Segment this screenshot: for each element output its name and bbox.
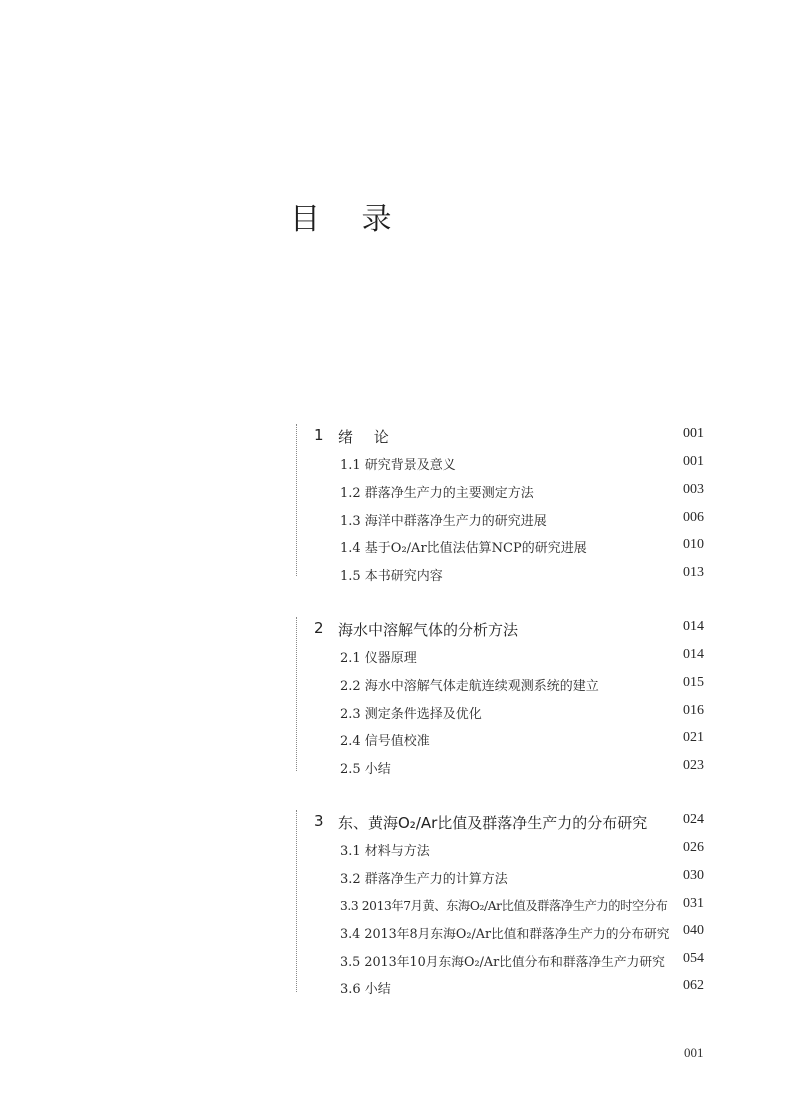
chapter-page-number: 024 xyxy=(683,812,704,827)
chapter-heading[interactable] xyxy=(314,426,704,448)
toc-entry-page: 040 xyxy=(683,923,704,938)
toc-entry-page: 015 xyxy=(683,675,704,690)
toc-entry-title: 1.1 研究背景及意义 xyxy=(340,458,456,473)
page-title: 目 录 xyxy=(290,202,408,237)
chapter-page-number: 014 xyxy=(683,619,704,634)
toc-entry[interactable] xyxy=(340,565,704,585)
toc-entry-title: 3.2 群落净生产力的计算方法 xyxy=(340,872,508,887)
chapter-divider xyxy=(296,810,297,992)
toc-entry-page: 010 xyxy=(683,537,704,552)
toc-entry[interactable] xyxy=(340,703,704,723)
toc-entry-page: 062 xyxy=(683,978,704,993)
toc-entry-page: 016 xyxy=(683,703,704,718)
toc-entry[interactable] xyxy=(340,896,704,916)
toc-entry[interactable] xyxy=(340,951,704,971)
toc-entry-page: 031 xyxy=(683,896,704,911)
toc-entry[interactable] xyxy=(340,923,704,943)
toc-entry[interactable] xyxy=(340,675,704,695)
chapter-title: 海水中溶解气体的分析方法 xyxy=(338,621,519,639)
toc-entry[interactable] xyxy=(340,758,704,778)
chapter-title: 东、黄海O₂/Ar比值及群落净生产力的分布研究 xyxy=(338,814,648,832)
toc-entry-title: 1.4 基于O₂/Ar比值法估算NCP的研究进展 xyxy=(340,541,587,556)
toc-entry-title: 2.3 测定条件选择及优化 xyxy=(340,707,482,722)
toc-entry[interactable] xyxy=(340,537,704,557)
chapter-number: 1 xyxy=(314,426,324,444)
chapter-divider xyxy=(296,424,297,576)
toc-entry-title: 3.3 2013年7月黄、东海O₂/Ar比值及群落净生产力的时空分布 xyxy=(340,899,668,913)
chapter-page-number: 001 xyxy=(683,426,704,441)
toc-entry-page: 013 xyxy=(683,565,704,580)
toc-entry[interactable] xyxy=(340,868,704,888)
toc-entry-page: 054 xyxy=(683,951,704,966)
toc-entry-title: 3.1 材料与方法 xyxy=(340,844,430,859)
toc-entry[interactable] xyxy=(340,510,704,530)
chapter-number: 2 xyxy=(314,619,324,637)
toc-entry-page: 003 xyxy=(683,482,704,497)
toc-entry-page: 006 xyxy=(683,510,704,525)
toc-entry-page: 023 xyxy=(683,758,704,773)
toc-entry-title: 3.6 小结 xyxy=(340,982,391,997)
toc-entry-page: 001 xyxy=(683,454,704,469)
toc-entry[interactable] xyxy=(340,730,704,750)
toc-entry-title: 2.2 海水中溶解气体走航连续观测系统的建立 xyxy=(340,679,599,694)
toc-entry[interactable] xyxy=(340,978,704,998)
chapter-divider xyxy=(296,617,297,771)
toc-entry-title: 2.5 小结 xyxy=(340,762,391,777)
chapter-number: 3 xyxy=(314,812,324,830)
toc-entry-page: 026 xyxy=(683,840,704,855)
chapter-heading[interactable] xyxy=(314,619,704,641)
toc-entry[interactable] xyxy=(340,482,704,502)
toc-entry-page: 030 xyxy=(683,868,704,883)
toc-entry-page: 014 xyxy=(683,647,704,662)
toc-entry-title: 1.2 群落净生产力的主要测定方法 xyxy=(340,486,534,501)
toc-entry-title: 2.4 信号值校准 xyxy=(340,734,430,749)
chapter-heading[interactable] xyxy=(314,812,704,834)
toc-entry[interactable] xyxy=(340,840,704,860)
toc-chapter-2 xyxy=(296,617,716,779)
toc-entry-title: 1.5 本书研究内容 xyxy=(340,569,443,584)
chapter-title: 绪 论 xyxy=(338,428,397,446)
toc-entry-page: 021 xyxy=(683,730,704,745)
toc-entry-title: 3.4 2013年8月东海O₂/Ar比值和群落净生产力的分布研究 xyxy=(340,927,670,942)
toc-entry[interactable] xyxy=(340,454,704,474)
toc-chapter-3 xyxy=(296,810,716,1000)
toc-entry-title: 3.5 2013年10月东海O₂/Ar比值分布和群落净生产力研究 xyxy=(340,955,665,970)
toc-entry-title: 2.1 仪器原理 xyxy=(340,651,417,666)
toc-entry[interactable] xyxy=(340,647,704,667)
toc-entry-title: 1.3 海洋中群落净生产力的研究进展 xyxy=(340,514,547,529)
toc-chapter-1 xyxy=(296,424,716,584)
footer-page-number: 001 xyxy=(684,1045,704,1060)
